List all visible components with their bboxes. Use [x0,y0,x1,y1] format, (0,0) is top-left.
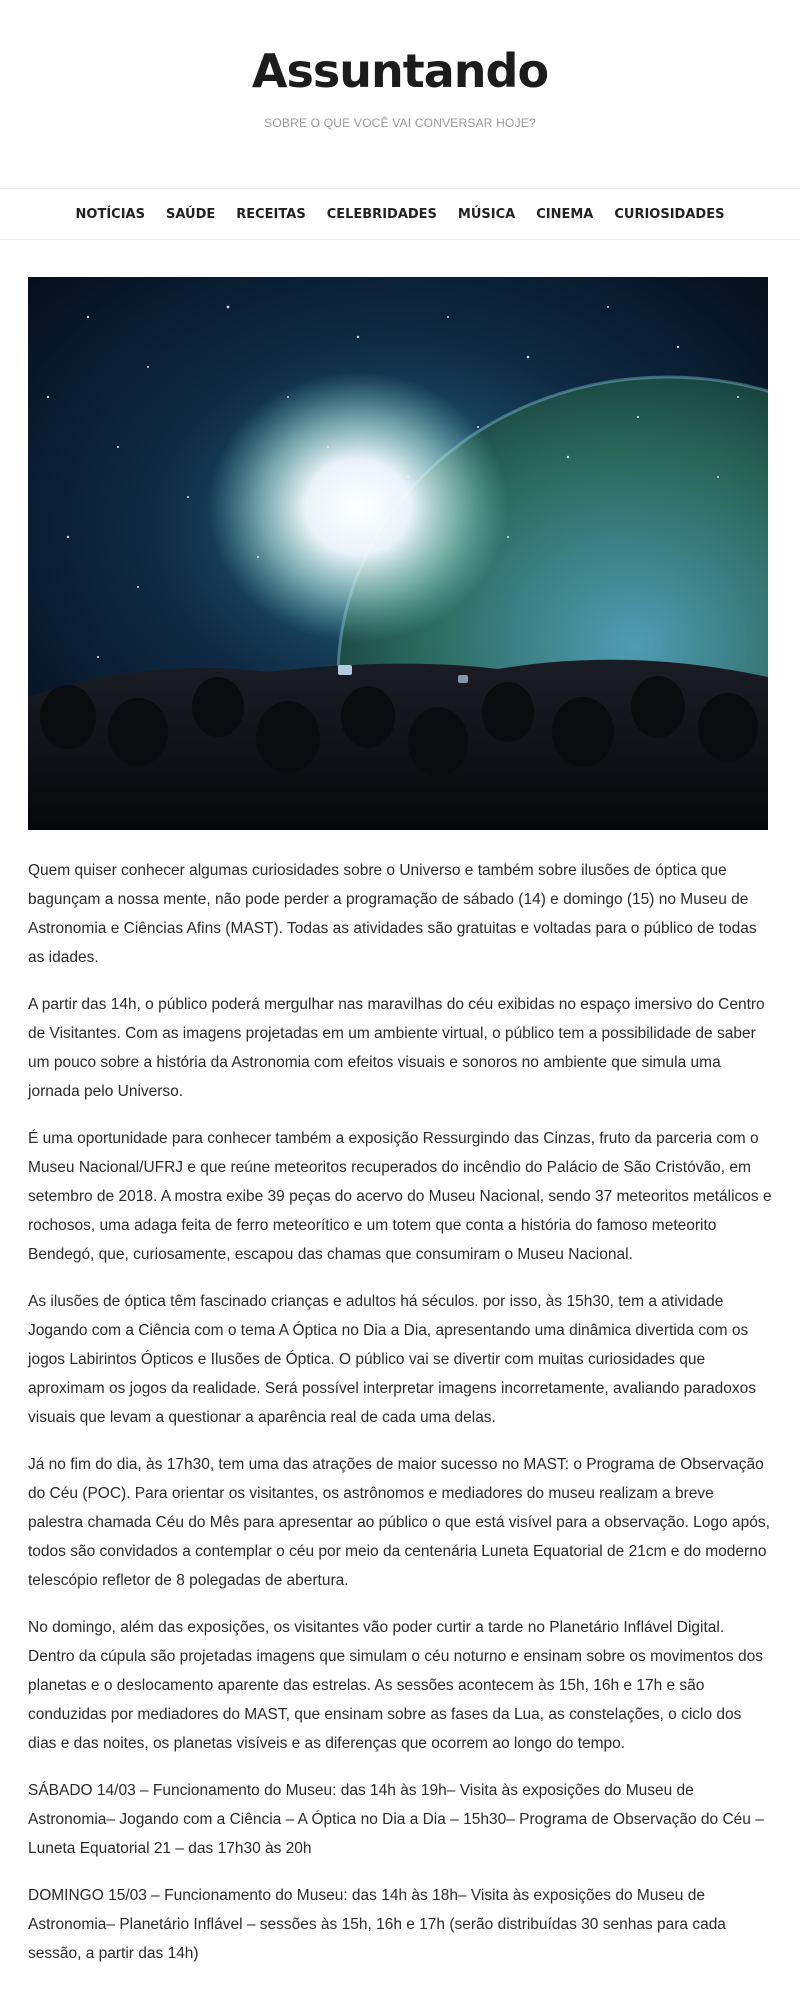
nav-item-saude[interactable]: SAÚDE [165,206,216,222]
nav-item-noticias[interactable]: NOTÍCIAS [75,206,145,222]
article-paragraph: No domingo, além das exposições, os visitantes vão poder curtir a tarde no Planetário Inflável Digital. Dentro da cúpula são projetadas imagens que simulam o céu noturno e ensinam sobre os movimentos dos planetas e o deslocamento aparente das estrelas. As sessões acontecem às 15h, 16h e 17h e são conduzidas por mediadores do MAST, que ensinam sobre as fases da Lua, as constelações, o ciclo dos dias e das noites, os planetas visíveis e as diferenças que ocorrem ao longo do tempo. [28,1619,763,1752]
schedule-saturday: SÁBADO 14/03 – Funcionamento do Museu: das 14h às 19h– Visita às exposições do Museu de Astronomia– Jogando com a Ciência – A Óptica no Dia a Dia – 15h30– Programa de Observação do Céu – Luneta Equatorial 21 – das 17h30 às 20h [28,1782,764,1857]
site-tagline: SOBRE O QUE VOCÊ VAI CONVERSAR HOJE? [264,116,536,130]
site-header [0,0,800,188]
article-paragraph: Quem quiser conhecer algumas curiosidades sobre o Universo e também sobre ilusões de óptica que bagunçam a nossa mente, não pode perder a programação de sábado (14) e domingo (15) no Museu de Astronomia e Ciências Afins (MAST). Todas as atividades são gratuitas e voltadas para o público de todas as idades. [28,862,757,966]
article-paragraph: É uma oportunidade para conhecer também a exposição Ressurgindo das Cinzas, fruto da parceria com o Museu Nacional/UFRJ e que reúne meteoritos recuperados do incêndio do Palácio de São Cristóvão, em setembro de 2018. A mostra exibe 39 peças do acervo do Museu Nacional, sendo 37 meteoritos metálicos e rochosos, uma adaga feita de ferro meteorítico e um totem que conta a história do famoso meteorito Bendegó, que, curiosamente, escapou das chamas que consumiram o Museu Nacional. [28,1130,772,1263]
nav-item-curiosidades[interactable]: CURIOSIDADES [614,206,725,222]
article-paragraph: A partir das 14h, o público poderá mergulhar nas maravilhas do céu exibidas no espaço imersivo do Centro de Visitantes. Com as imagens projetadas em um ambiente virtual, o público tem a possibilidade de saber um pouco sobre a história da Astronomia com efeitos visuais e sonoros no ambiente que simula uma jornada pelo Universo. [28,996,765,1100]
nav-item-musica[interactable]: MÚSICA [457,206,516,222]
nav-item-celebridades[interactable]: CELEBRIDADES [326,206,437,222]
planetarium-dome-picture [28,277,768,830]
site-title[interactable]: Assuntando [251,44,549,98]
nav-item-receitas[interactable]: RECEITAS [236,206,306,222]
article-paragraph: As ilusões de óptica têm fascinado crianças e adultos há séculos. por isso, às 15h30, tem a atividade Jogando com a Ciência com o tema A Óptica no Dia a Dia, apresentando uma dinâmica divertida com os jogos Labirintos Ópticos e Ilusões de Óptica. O público vai se divertir com muitas curiosidades que aproximam os jogos da realidade. Será possível interpretar imagens incorretamente, avaliando paradoxos visuais que levam a questionar a aparência real de cada uma delas. [28,1293,757,1426]
nav-item-cinema[interactable]: CINEMA [536,206,594,222]
article-body [28,856,772,1986]
main-navigation [0,188,800,240]
article-paragraph: Já no fim do dia, às 17h30, tem uma das atrações de maior sucesso no MAST: o Programa de Observação do Céu (POC). Para orientar os visitantes, os astrônomos e mediadores do museu realizam a breve palestra chamada Céu do Mês para apresentar ao público o que está visível para a observação. Logo após, todos são convidados a contemplar o céu por meio da centenária Luneta Equatorial de 21cm e do moderno telescópio refletor de 8 polegadas de abertura. [28,1456,770,1589]
hero-image [28,277,768,830]
schedule-sunday: DOMINGO 15/03 – Funcionamento do Museu: das 14h às 18h– Visita às exposições do Museu de Astronomia– Planetário Inflável – sessões às 15h, 16h e 17h (serão distribuídas 30 senhas para cada sessão, a partir das 14h) [28,1887,726,1962]
